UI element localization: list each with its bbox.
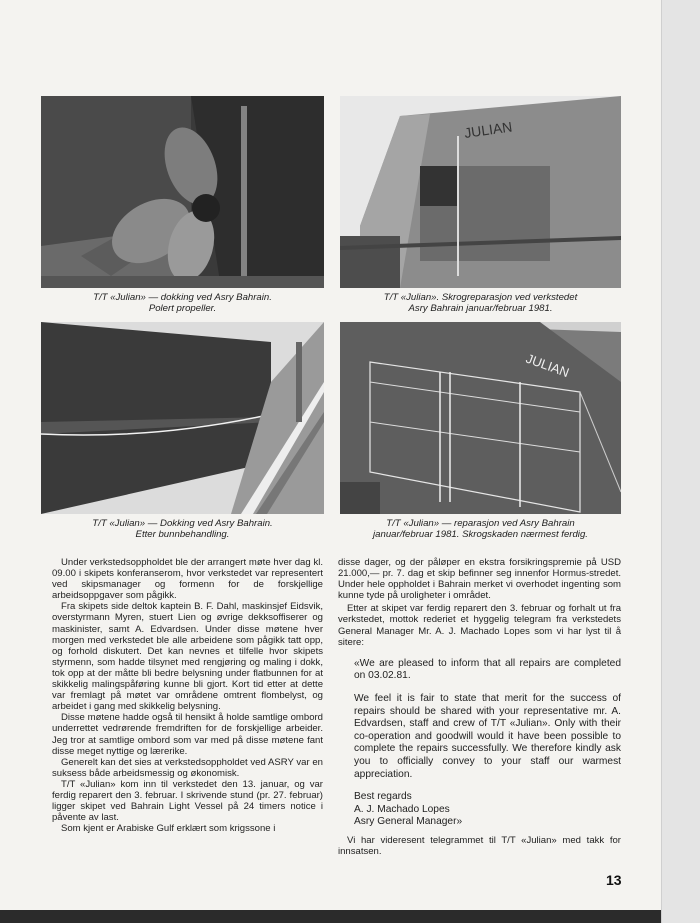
telegram-quote: «We are pleased to inform that all repairs are completed on 03.02.81. — [354, 657, 621, 682]
caption-line: Etter bunnbehandling. — [135, 529, 230, 540]
signature-line: A. J. Machado Lopes — [354, 803, 450, 815]
caption-line: T/T «Julian» — Dokking ved Asry Bahrain. — [92, 518, 273, 529]
page-edge — [661, 0, 700, 923]
photo-hull-repair — [340, 96, 621, 288]
photo-propeller — [41, 96, 324, 288]
paragraph: Generelt kan det sies at verkstedsoppholdet ved ASRY var en suksess både arbeidsmessig og økonomisk. — [52, 756, 323, 779]
scan-border — [0, 910, 661, 923]
photo-caption — [340, 292, 621, 314]
caption-line: januar/februar 1981. Skrogskaden nærmest ferdig. — [373, 529, 588, 540]
telegram-quote: We feel it is fair to state that merit for the success of repairs should be shared with your representative mr. A. Edvardsen, staff and crew of T/T «Julian». Only with their co-operation and goodwill would it have been possible to complete the repairs successfully. We therefore kindly ask you to officially convey to your staff our warmest appreciation. — [354, 692, 621, 780]
hull-name-text: JULIAN — [523, 350, 572, 381]
paragraph: disse dager, og der påløper en ekstra forsikringspremie på USD 21.000,— pr. 7. dag et skip befinner seg innenfor Hormus-stredet. Under hele oppholdet i Bahrain merket vi overhodet ingenting som kunne tyde på uroligheter i området. — [338, 557, 621, 602]
signature-line: Asry General Manager» — [354, 816, 463, 828]
photo-dock-bottom — [41, 322, 324, 514]
caption-line: T/T «Julian» — reparasjon ved Asry Bahrain — [386, 518, 575, 529]
paragraph: Disse møtene hadde også til hensikt å holde samtlige ombord underrettet vedrørende fremdriften for de forskjellige arbeider. Jeg tror at samtlige ombord som var med på disse møtene fant disse meget nyttige og lærerike. — [52, 712, 323, 757]
article-right-column — [338, 557, 621, 857]
caption-line: Asry Bahrain januar/februar 1981. — [408, 303, 553, 314]
caption-line: T/T «Julian» — dokking ved Asry Bahrain. — [93, 292, 272, 303]
article-left-column — [52, 557, 323, 834]
photo-repair-scaffold — [340, 322, 621, 514]
photo-caption — [41, 292, 324, 314]
hull-name-text: JULIAN — [463, 118, 514, 141]
paragraph: Vi har videresent telegrammet til T/T «Julian» med takk for innsatsen. — [338, 834, 621, 857]
signature-line: Best regards — [354, 791, 412, 803]
photo-caption — [340, 518, 621, 540]
paragraph: T/T «Julian» kom inn til verkstedet den 13. januar, og var ferdig reparert den 3. februar. I skrivende stund (pr. 27. februar) ligger skipet ved Bahrain Light Vessel på 24 timers notice i påvente av last. — [52, 778, 323, 824]
page-number: 13 — [606, 872, 622, 888]
caption-line: T/T «Julian». Skrogreparasjon ved verkstedet — [383, 292, 578, 303]
paragraph: Under verkstedsoppholdet ble der arrangert møte hver dag kl. 09.00 i skipets konferanserom, hvor verkstedet var representert ved skipsmanager og formenn for de forskjellige arbeidsoppgaver som pågikk. — [52, 557, 323, 602]
paragraph: Som kjent er Arabiske Gulf erklært som krigssone i — [61, 823, 276, 835]
paragraph: Fra skipets side deltok kaptein B. F. Dahl, maskinsjef Eidsvik, overstyrmann Myren, stuert Lien og øvrige dekksoffiserer og maskinister, samt A. Edvardsen. Under disse møtene hver morgen med verkstedet ble alle arbeidene som pågikk tatt opp, og forhold diskutert. Det kan nevnes et tilfelle hvor skipets styrmenn, som hadde tilsynet med rengjøring og maling i dokk, tok opp at der måtte bli bedre belysning under flatbunnen for at skikkelig malingspåføring kunne bli gjort. Kort tid etter at dette var fremlagt på møtet var områdene omtrent flombelyst, og arbeidet i gang med skikkelig belysning. — [52, 601, 323, 713]
photo-caption — [41, 518, 324, 540]
caption-line: Polert propeller. — [148, 303, 217, 314]
paragraph: Etter at skipet var ferdig reparert den 3. februar og forhalt ut fra verkstedet, mottok rederiet et hyggelig telegram fra verkstedets General Manager Mr. A. J. Machado Lopes som vi har lyst til å sitere: — [338, 603, 621, 648]
